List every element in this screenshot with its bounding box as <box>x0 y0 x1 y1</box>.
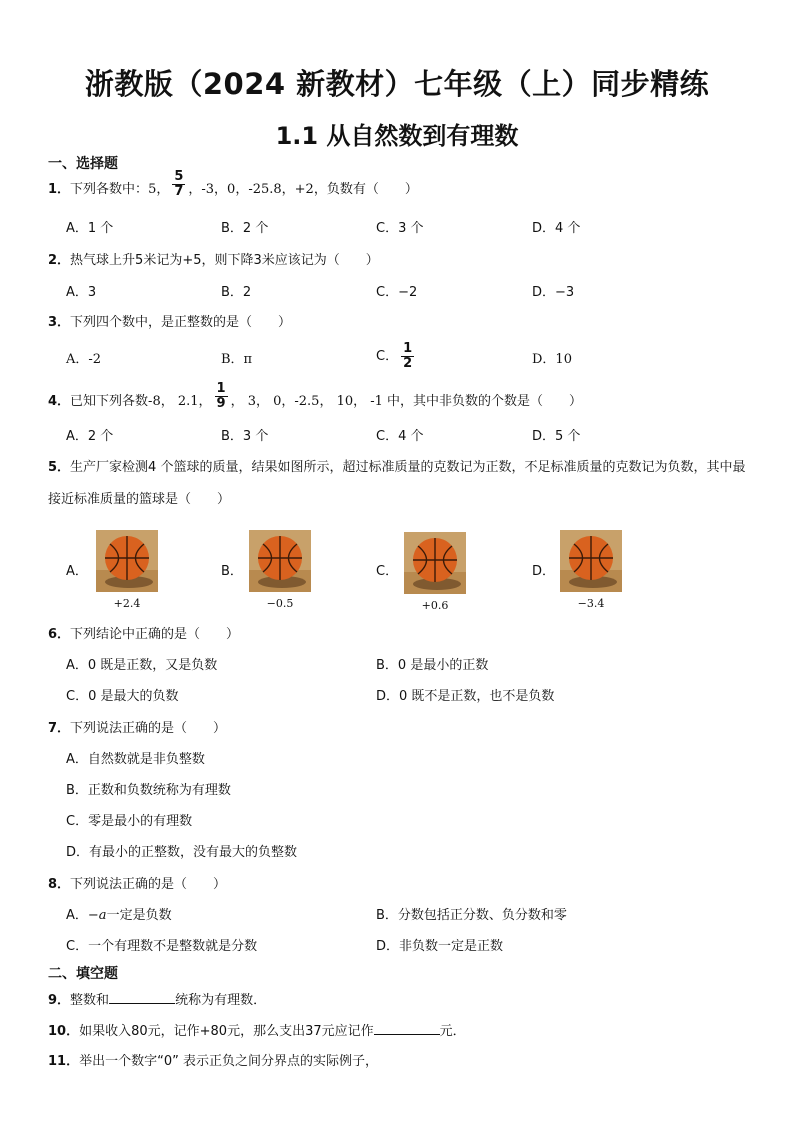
question-number: 5． <box>48 460 71 475</box>
option-d: D．0 既不是正数，也不是负数 <box>376 689 555 704</box>
option-a: A．2 个 <box>66 429 114 444</box>
option-d: D．10 <box>532 352 572 367</box>
basketball-image <box>96 530 158 592</box>
option-b <box>221 530 371 610</box>
option-a: A．-2 <box>66 352 102 367</box>
fraction <box>215 382 228 411</box>
question-text: 生产厂家检测4 个篮球的质量，结果如图所示，超过标准质量的克数记为正数，不足标准质量的克数记为负数，其中最接近标准质量的篮球是（ ） <box>48 460 746 507</box>
option-d: D．5 个 <box>532 429 581 444</box>
question-3 <box>48 314 291 332</box>
option-b: B．正数和负数统称为有理数 <box>66 783 231 798</box>
fraction-numerator: 1 <box>216 381 226 396</box>
option-d: D．有最小的正整数，没有最大的负整数 <box>66 845 298 860</box>
question-2 <box>48 252 379 270</box>
question-number: 1． <box>48 182 71 197</box>
fraction-denominator: 7 <box>174 184 184 199</box>
weight-caption: −3.4 <box>577 597 605 610</box>
question-numbers: 5， <box>148 182 170 197</box>
option-label: C． <box>376 564 399 579</box>
question-number: 9． <box>48 993 71 1008</box>
option-d: D．−3 <box>532 285 575 300</box>
lesson-subtitle: 1.1 从自然数到有理数 <box>275 122 519 150</box>
fraction <box>172 170 185 199</box>
option-label: A． <box>66 908 88 923</box>
question-text: 下列各数中： <box>70 182 149 197</box>
option-d <box>532 530 682 610</box>
question-text: 下列说法正确的是（ ） <box>70 721 227 736</box>
section-fill-heading: 二、填空题 <box>48 966 118 982</box>
option-label: D． <box>532 564 556 579</box>
question-9 <box>48 991 266 1010</box>
question-6 <box>48 626 239 644</box>
answer-blank[interactable] <box>374 1022 440 1035</box>
option-a: A．0 既是正数，又是负数 <box>66 658 218 673</box>
option-label: C． <box>376 349 399 364</box>
option-a: A．1 个 <box>66 221 114 236</box>
option-label: B． <box>221 564 243 579</box>
fraction-numerator: 1 <box>403 341 413 356</box>
question-11 <box>48 1053 378 1071</box>
question-number: 3． <box>48 315 71 330</box>
basketball-image <box>249 530 311 592</box>
question-number: 10． <box>48 1024 80 1039</box>
option-c: C．0 是最大的负数 <box>66 689 179 704</box>
option-d: D．4 个 <box>532 221 581 236</box>
weight-caption: +0.6 <box>421 599 449 612</box>
option-c: C．3 个 <box>376 221 424 236</box>
fraction-denominator: 2 <box>403 356 413 371</box>
option-b: B．2 个 <box>221 221 269 236</box>
option-b: B．2 <box>221 285 252 300</box>
fraction <box>401 342 414 371</box>
question-text: 统称为有理数． <box>175 993 267 1008</box>
question-text: 热气球上升5米记为+5，则下降3米应该记为（ ） <box>70 253 379 268</box>
option-b: B．0 是最小的正数 <box>376 658 489 673</box>
option-c: C．4 个 <box>376 429 424 444</box>
question-1 <box>48 169 418 199</box>
question-text: 元． <box>439 1024 466 1039</box>
question-10 <box>48 1022 466 1041</box>
question-number: 2． <box>48 253 71 268</box>
option-text: 一定是负数 <box>106 908 172 923</box>
question-text: 整数和 <box>70 993 110 1008</box>
question-text: 下列四个数中，是正整数的是（ ） <box>70 315 292 330</box>
option-b: B．π <box>221 352 253 367</box>
question-number: 11． <box>48 1054 80 1069</box>
question-text: 已知下列各数-8， 2.1， <box>70 394 212 409</box>
question-5 <box>48 452 748 516</box>
question-text: 如果收入80元，记作+80元，那么支出37元应记作 <box>79 1024 374 1039</box>
question-text: 举出一个数字“0” 表示正负之间分界点的实际例子， <box>79 1054 378 1069</box>
option-a <box>66 907 172 925</box>
question-text: ， 3， 0，-2.5， 10， -1 中，其中非负数的个数是（ ） <box>230 394 583 409</box>
weight-caption: +2.4 <box>113 597 141 610</box>
option-d: D．非负数一定是正数 <box>376 939 504 954</box>
page-title: 浙教版（2024 新教材）七年级（上）同步精练 <box>84 67 710 101</box>
fraction-numerator: 5 <box>174 169 184 184</box>
question-text: 下列结论中正确的是（ ） <box>70 627 240 642</box>
question-number: 8． <box>48 877 71 892</box>
option-c <box>376 342 417 371</box>
question-8 <box>48 876 226 894</box>
option-c <box>376 530 526 610</box>
fraction-denominator: 9 <box>216 396 226 411</box>
option-b: B．分数包括正分数、负分数和零 <box>376 908 567 923</box>
math-expression: −a <box>87 908 107 923</box>
option-a: A．自然数就是非负整数 <box>66 752 205 767</box>
question-numbers: ，-3，0，-25.8，+2，负数有（ ） <box>188 182 418 197</box>
option-b: B．3 个 <box>221 429 269 444</box>
option-a <box>66 530 216 610</box>
weight-caption: −0.5 <box>266 597 294 610</box>
answer-blank[interactable] <box>109 991 175 1004</box>
option-a: A．3 <box>66 285 97 300</box>
question-4 <box>48 381 583 411</box>
option-c: C．一个有理数不是整数就是分数 <box>66 939 258 954</box>
section-choice-heading: 一、选择题 <box>48 156 118 172</box>
option-c: C．零是最小的有理数 <box>66 814 193 829</box>
question-number: 4． <box>48 394 71 409</box>
question-number: 6． <box>48 627 71 642</box>
basketball-image <box>560 530 622 592</box>
question-number: 7． <box>48 721 71 736</box>
basketball-image <box>404 532 466 594</box>
question-7 <box>48 720 226 738</box>
question-text: 下列说法正确的是（ ） <box>70 877 227 892</box>
option-c: C．−2 <box>376 285 418 300</box>
option-label: A． <box>66 564 88 579</box>
